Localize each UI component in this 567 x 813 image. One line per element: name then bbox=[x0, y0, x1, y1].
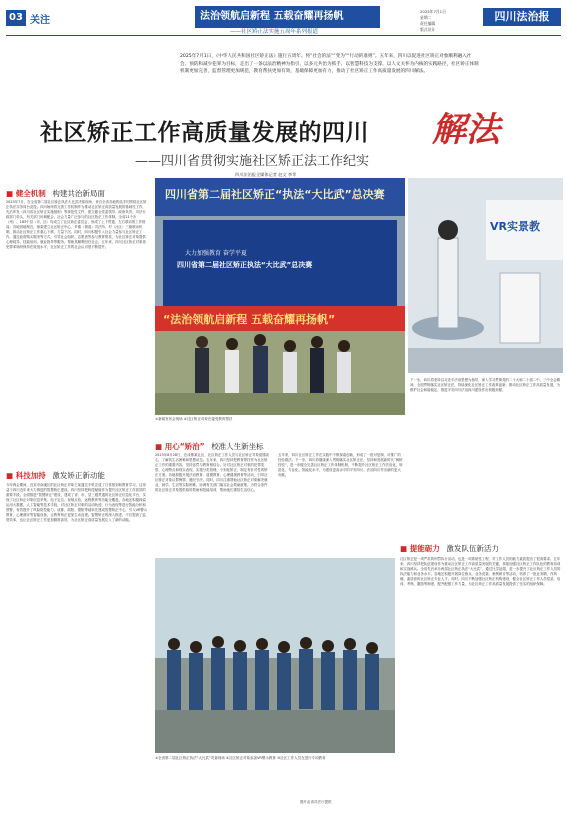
issue-design: 版式设计 bbox=[420, 27, 436, 32]
main-photo bbox=[155, 178, 405, 415]
byline: 四川法治报全媒体记者 赵文 李苹 bbox=[235, 172, 297, 177]
people-illustration bbox=[155, 328, 405, 415]
section-label: 关注 bbox=[30, 15, 50, 26]
section-heading-2: ■ 科技加持 激发矫正新动能 bbox=[6, 471, 105, 480]
lead-paragraph: 2025年7月1日，《中华人民共和国社区矫正法》施行五周年。将“社会的法”“变为”“行动的准则”。五年来，四川以促进社区矫正对象顺利融入社会、预防和减少犯罪为目标，走出了一条以法治精神为指引、以多元共治为抓手、以智慧科技为支撑、以人文关怀为内核的实践路径，社区矫正体制机制更加完善，监督管理更加规范，教育帮扶更加有效，基础保障更加有力，推动了社区矫正工作高质量发展的四川解法。 bbox=[180, 54, 479, 74]
officers-illustration bbox=[155, 558, 395, 753]
section-heading-2-title: 激发矫正新动能 bbox=[52, 471, 105, 480]
screen-line-1: 大力加强教育 奋学平夏 bbox=[185, 250, 247, 257]
section-heading-1: ■ 健全机制 构建共治新局面 bbox=[6, 189, 105, 198]
headline-accent: 解法 bbox=[432, 110, 500, 150]
bottom-photo-caption: ①全省第二届社区矫正执法“大比武”决赛现场 ②社区矫正对象参加VR警示教育 ③社区工作人员在进行专项教育 bbox=[155, 756, 326, 760]
vr-sign: VR实景教 bbox=[490, 220, 540, 233]
section-heading-1-accent: 健全机制 bbox=[15, 189, 46, 198]
photo-banner-text: 四川省第二届社区矫正“执法“大比武”总决赛 bbox=[165, 188, 385, 201]
slogan-title: 法治领航启新程 五载奋耀再扬帆 bbox=[200, 11, 344, 22]
vr-photo bbox=[408, 178, 563, 373]
issue-editor: 责任编辑 bbox=[420, 21, 436, 26]
bottom-photo bbox=[155, 558, 395, 753]
section-heading-4: ■ 提能砺力 激发队伍新活力 bbox=[400, 544, 499, 553]
section-heading-1-title: 构建共治新局面 bbox=[52, 189, 105, 198]
section-heading-3-title: 校准人生新坐标 bbox=[211, 442, 264, 451]
vr-equipment-illustration bbox=[408, 178, 563, 373]
issue-weekday: 星期二 bbox=[420, 15, 432, 20]
section-heading-3: ■ 用心“矫治” 校准人生新坐标 bbox=[155, 442, 264, 451]
subheadline: ——四川省贯彻实施社区矫正法工作纪实 bbox=[135, 154, 370, 169]
article-column-3b: 社区矫正是一项严肃的刑罚执行活动，也是一项系统性工程，对工作人员的能力素质提出了很高要求。五年来，四川坚持把队伍建设作为推动社区矫正工作高质量发展的关键，持续加强社区矫正工作队伍的教育培训和实战练兵。全省先后举办两届社区矫正执法“大比武”，通过比学赶超，进一步提升了社区矫正工作人员的执法能力和业务水平。各地还积极开展岗位练兵、业务竞赛、案例研讨等活动，培养了一批业务精、作风硬、素质高的社区矫正专业人才。同时，四川不断加强社区矫正机构建设，健全社区矫正工作人员招录、培训、考核、激励等制度，配齐配强工作力量，为社区矫正工作高质量发展提供了坚实的组织保障。 bbox=[400, 557, 561, 586]
issue-date: 2025年7月1日 bbox=[420, 9, 446, 14]
masthead-logo: 四川法治报 bbox=[483, 8, 561, 26]
section-heading-4-accent: 提能砺力 bbox=[409, 544, 440, 553]
article-column-1a: 2023年7月，在全省第二届社区矫正执法大比武决赛现场，来自全省各地的选手们围绕社区矫正执法实务同台竞技。四川始终将完善工作机制作为推动社区矫正高质量发展的基础性工作，先后印发《四川省社区矫正实施细则》等规范性文件，建立健全党委领导、政府负责、司法行政部门牵头、有关部门协调配合、社会力量广泛参与的社区矫正工作体制。全省21个市（州）、183个县（市、区）均成立了社区矫正委员会，形成了上下贯通、左右联动的工作格局。各地因地制宜，探索建立社区矫正中心、乡镇（街道）司法所、村（社区）三级联动机制，推动社区矫正工作重心下移、力量下沉。同时，四川积极引入社会力量参与社区矫正工作，通过政府购买服务等方式，引导社会组织、志愿者等参与教育帮扶，为社区矫正对象提供心理疏导、技能培训、就业指导等服务，帮助其顺利回归社会。五年来，四川社区矫正对象再犯罪率始终保持在较低水平，社区矫正工作的社会认可度不断提升。 bbox=[6, 200, 147, 249]
article-column-2b: 五年来，四川社区矫正工作在实践中不断探索创新，形成了一批可复制、可推广的经验做法。下一步，四川将继续深入贯彻落实社区矫正法，坚持和发展新时代“枫桥经验”，进一步健全完善社区矫正工作体制机制，不断提升社区矫正工作法治化、规范化、专业化、智能化水平，为建设更高水平的平安四川、法治四川作出新的更大贡献。 bbox=[278, 453, 403, 477]
section-heading-4-title: 激发队伍新活力 bbox=[446, 544, 499, 553]
main-photo-caption: ①新闻发布会现场 ②社区矫正对象在接受教育帮扶 bbox=[155, 417, 233, 421]
screen-line-2: 四川省第二届社区矫正执法“大比武”总决赛 bbox=[177, 261, 313, 269]
page-number: 03 bbox=[6, 10, 26, 26]
red-banner-text: “法治领航启新程 五载奋耀再扬帆” bbox=[163, 313, 336, 326]
issue-meta bbox=[420, 9, 446, 33]
photo-credit: 图片由省司法厅提供 bbox=[300, 800, 332, 804]
article-column-2a: 2023年8月28日，在成都某社区，社区矫正工作人员与社区矫正对象促膝谈心，了解其生活困难和思想动态。五年来，四川坚持把教育帮扶作为社区矫正工作的重要内容，坚持惩罚与教育相结合，针对社区矫正对象的犯罪类型、心理特点和现实表现，实施分类管理、个别化矫正，制定有针对性的矫正方案。各地积极开展法治教育、道德教育、心理健康教育等活动，引导社区矫正对象认罪悔罪、遵纪守法。同时，四川注重帮助社区矫正对象解决就业、就学、生活等实际困难，协调有关部门落实社会救助政策，为符合条件的社区矫正对象提供临时救助和技能培训，帮助他们重拾生活信心。 bbox=[155, 453, 270, 492]
article-column-1b: 今年两会期间，宜宾市南溪区的社区矫正对象王某通过手机完成了日常报到和教育学习，这得益于四川近年来大力推进的智慧矫正建设。四川坚持把科技赋能作为提升社区矫正工作质效的重要手段，全面推进“智慧矫正”建设，建成了省、市、县三级贯通的社区矫正信息化平台，实现了社区矫正对象信息采集、电子定位、视频点验、远程教育等功能全覆盖。各地还积极探索运用大数据、人工智能等技术手段，对社区矫正对象的活动轨迹、行为表现等进行智能分析和预警，有效提升了风险防控能力。成都、绵阳、德阳等地率先建成智慧矫正中心，引入VR警示教育、心理测评等智能设备，让教育矫正更加生动直观。智慧矫正的深入推进，不仅提高了监管效率，也让社区矫正工作更加精准高效，为社区矫正高质量发展注入了新的动能。 bbox=[6, 483, 148, 522]
section-heading-2-accent: 科技加持 bbox=[15, 471, 46, 480]
section-heading-3-accent: 用心“矫治” bbox=[164, 442, 205, 451]
slogan-subtitle: ——社区矫正法实施五周年系列报道 bbox=[230, 29, 319, 35]
article-column-3a: 下一步，四川将坚持以习近平法治思想为指导，深入学习贯彻党的二十大和二十届二中、三中全会精神，全面贯彻落实社区矫正法，持续深化社区矫正工作改革创新，推动社区矫正工作高质量发展，为维护社会和谐稳定、推进平安四川法治四川建设作出积极贡献。 bbox=[410, 378, 561, 392]
header-divider bbox=[6, 35, 561, 36]
headline: 社区矫正工作高质量发展的四川 bbox=[40, 119, 369, 146]
